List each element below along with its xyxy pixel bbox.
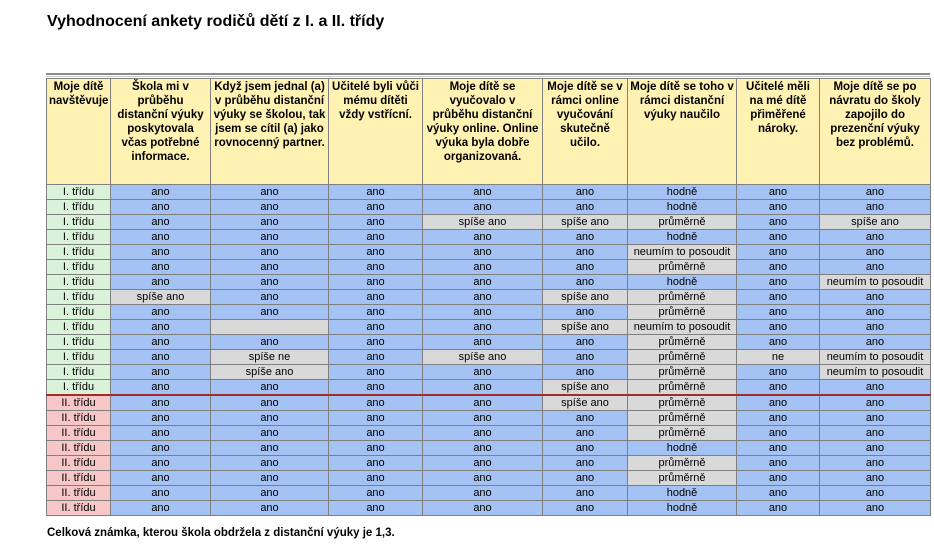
class-cell: I. třídu bbox=[47, 365, 111, 380]
table-row bbox=[47, 320, 931, 335]
answer-cell: ano bbox=[737, 215, 820, 230]
answer-cell: ano bbox=[329, 486, 423, 501]
answer-cell: ano bbox=[329, 395, 423, 411]
answer-cell: průměrně bbox=[628, 471, 737, 486]
table-row bbox=[47, 486, 931, 501]
answer-cell: ano bbox=[820, 441, 931, 456]
table-row bbox=[47, 395, 931, 411]
answer-cell: neumím to posoudit bbox=[820, 275, 931, 290]
answer-cell: ano bbox=[111, 441, 211, 456]
answer-cell: ano bbox=[423, 441, 543, 456]
answer-cell: ano bbox=[820, 380, 931, 396]
answer-cell: ano bbox=[423, 486, 543, 501]
answer-cell: ano bbox=[329, 200, 423, 215]
answer-cell: průměrně bbox=[628, 305, 737, 320]
answer-cell: průměrně bbox=[628, 426, 737, 441]
answer-cell: ano bbox=[329, 215, 423, 230]
class-cell: I. třídu bbox=[47, 335, 111, 350]
answer-cell: spíše ano bbox=[423, 215, 543, 230]
answer-cell: spíše ne bbox=[211, 350, 329, 365]
answer-cell: ano bbox=[423, 260, 543, 275]
answer-cell: ano bbox=[211, 501, 329, 516]
answer-cell: ano bbox=[737, 335, 820, 350]
answer-cell: ano bbox=[737, 411, 820, 426]
answer-cell: ano bbox=[543, 260, 628, 275]
answer-cell: spíše ano bbox=[211, 365, 329, 380]
answer-cell: ano bbox=[423, 200, 543, 215]
answer-cell: ano bbox=[543, 350, 628, 365]
answer-cell: ano bbox=[211, 230, 329, 245]
answer-cell: ano bbox=[423, 501, 543, 516]
answer-cell: ano bbox=[543, 426, 628, 441]
answer-cell: ano bbox=[543, 230, 628, 245]
answer-cell: ano bbox=[423, 471, 543, 486]
class-cell: II. třídu bbox=[47, 395, 111, 411]
answer-cell: ano bbox=[111, 320, 211, 335]
answer-cell: ano bbox=[737, 380, 820, 396]
answer-cell: ano bbox=[111, 471, 211, 486]
answer-cell: ano bbox=[737, 456, 820, 471]
answer-cell: ano bbox=[329, 501, 423, 516]
page-title: Vyhodnocení ankety rodičů dětí z I. a II. třídy bbox=[47, 13, 385, 30]
answer-cell: ano bbox=[329, 456, 423, 471]
class-cell: I. třídu bbox=[47, 260, 111, 275]
answer-cell: ano bbox=[543, 305, 628, 320]
answer-cell: ano bbox=[329, 335, 423, 350]
answer-cell: ano bbox=[211, 305, 329, 320]
answer-cell: ano bbox=[820, 290, 931, 305]
answer-cell: ano bbox=[111, 260, 211, 275]
answer-cell: hodně bbox=[628, 230, 737, 245]
answer-cell: ano bbox=[211, 200, 329, 215]
table-row bbox=[47, 380, 931, 396]
answer-cell: hodně bbox=[628, 275, 737, 290]
answer-cell: ano bbox=[211, 411, 329, 426]
answer-cell: ano bbox=[820, 200, 931, 215]
answer-cell: ano bbox=[423, 305, 543, 320]
answer-cell: ano bbox=[737, 365, 820, 380]
answer-cell: spíše ano bbox=[543, 395, 628, 411]
answer-cell: ano bbox=[211, 426, 329, 441]
answer-cell: ano bbox=[111, 245, 211, 260]
class-cell: I. třídu bbox=[47, 185, 111, 200]
answer-cell: ano bbox=[211, 486, 329, 501]
answer-cell: ano bbox=[111, 395, 211, 411]
table-row bbox=[47, 305, 931, 320]
class-cell: I. třídu bbox=[47, 275, 111, 290]
top-divider bbox=[46, 73, 930, 75]
class-cell: II. třídu bbox=[47, 456, 111, 471]
table-row bbox=[47, 471, 931, 486]
answer-cell: ano bbox=[211, 185, 329, 200]
answer-cell: ano bbox=[111, 456, 211, 471]
table-row bbox=[47, 501, 931, 516]
answer-cell: ano bbox=[111, 230, 211, 245]
answer-cell: ano bbox=[211, 395, 329, 411]
answer-cell: ano bbox=[737, 501, 820, 516]
header-cell: Moje dítě se po návratu do školy zapojilo do prezenční výuky bez problémů. bbox=[820, 79, 931, 185]
table-row bbox=[47, 185, 931, 200]
answer-cell: ano bbox=[329, 245, 423, 260]
answer-cell: spíše ano bbox=[543, 320, 628, 335]
answer-cell: ano bbox=[737, 471, 820, 486]
table-row bbox=[47, 260, 931, 275]
answer-cell: ano bbox=[737, 245, 820, 260]
header-cell: Škola mi v průběhu distanční výuky poskytovala včas potřebné informace. bbox=[111, 79, 211, 185]
answer-cell: ano bbox=[543, 486, 628, 501]
answer-cell: ano bbox=[820, 305, 931, 320]
answer-cell: ano bbox=[111, 185, 211, 200]
table-row bbox=[47, 411, 931, 426]
answer-cell: spíše ano bbox=[543, 380, 628, 396]
class-cell: I. třídu bbox=[47, 215, 111, 230]
answer-cell: průměrně bbox=[628, 411, 737, 426]
header-cell: Učitelé byli vůči mému dítěti vždy vstřícní. bbox=[329, 79, 423, 185]
table-row bbox=[47, 441, 931, 456]
answer-cell: ano bbox=[737, 486, 820, 501]
answer-cell: ano bbox=[329, 365, 423, 380]
class-cell: I. třídu bbox=[47, 245, 111, 260]
answer-cell: ano bbox=[820, 501, 931, 516]
answer-cell: ano bbox=[111, 350, 211, 365]
class-cell: II. třídu bbox=[47, 501, 111, 516]
answer-cell: ano bbox=[423, 275, 543, 290]
answer-cell: neumím to posoudit bbox=[820, 365, 931, 380]
answer-cell: ano bbox=[737, 290, 820, 305]
answer-cell: ano bbox=[423, 395, 543, 411]
answer-cell: hodně bbox=[628, 441, 737, 456]
answer-cell: ano bbox=[211, 215, 329, 230]
class-cell: I. třídu bbox=[47, 350, 111, 365]
table-row bbox=[47, 335, 931, 350]
answer-cell: ano bbox=[111, 335, 211, 350]
answer-cell: spíše ano bbox=[111, 290, 211, 305]
answer-cell: ano bbox=[211, 275, 329, 290]
answer-cell: ano bbox=[737, 230, 820, 245]
class-cell: I. třídu bbox=[47, 200, 111, 215]
answer-cell: ano bbox=[820, 456, 931, 471]
header-cell: Moje dítě navštěvuje bbox=[47, 79, 111, 185]
answer-cell: spíše ano bbox=[820, 215, 931, 230]
table-row bbox=[47, 350, 931, 365]
header-cell: Moje dítě se v rámci online vyučování skutečně učilo. bbox=[543, 79, 628, 185]
answer-cell: ano bbox=[737, 200, 820, 215]
answer-cell: ano bbox=[329, 290, 423, 305]
answer-cell: ano bbox=[737, 395, 820, 411]
answer-cell: ano bbox=[820, 471, 931, 486]
overall-grade-note: Celková známka, kterou škola obdržela z distanční výuky je 1,3. bbox=[47, 527, 395, 539]
answer-cell: ano bbox=[820, 426, 931, 441]
answer-cell: ano bbox=[329, 260, 423, 275]
header-cell: Učitelé měli na mé dítě přiměřené nároky. bbox=[737, 79, 820, 185]
answer-cell: ano bbox=[111, 486, 211, 501]
answer-cell: ano bbox=[211, 456, 329, 471]
table-row bbox=[47, 426, 931, 441]
class-cell: I. třídu bbox=[47, 290, 111, 305]
answer-cell: ano bbox=[737, 320, 820, 335]
answer-cell: průměrně bbox=[628, 215, 737, 230]
answer-cell: ano bbox=[329, 350, 423, 365]
answer-cell: ano bbox=[423, 320, 543, 335]
answer-cell: ano bbox=[211, 441, 329, 456]
answer-cell: ano bbox=[111, 365, 211, 380]
class-cell: I. třídu bbox=[47, 320, 111, 335]
answer-cell: spíše ano bbox=[423, 350, 543, 365]
answer-cell: ano bbox=[329, 441, 423, 456]
answer-cell: ano bbox=[423, 245, 543, 260]
answer-cell: ano bbox=[111, 411, 211, 426]
answer-cell: ano bbox=[820, 395, 931, 411]
answer-cell: ano bbox=[543, 365, 628, 380]
answer-cell: hodně bbox=[628, 486, 737, 501]
answer-cell: ano bbox=[423, 335, 543, 350]
answer-cell: spíše ano bbox=[543, 215, 628, 230]
table-row bbox=[47, 215, 931, 230]
answer-cell: průměrně bbox=[628, 456, 737, 471]
table-row bbox=[47, 200, 931, 215]
answer-cell: ano bbox=[820, 260, 931, 275]
answer-cell: ano bbox=[329, 411, 423, 426]
answer-cell: ano bbox=[111, 305, 211, 320]
answer-cell: ano bbox=[543, 335, 628, 350]
table-row bbox=[47, 275, 931, 290]
answer-cell: ano bbox=[329, 380, 423, 396]
answer-cell: průměrně bbox=[628, 260, 737, 275]
answer-cell: ano bbox=[329, 471, 423, 486]
table-row bbox=[47, 365, 931, 380]
answer-cell: ano bbox=[211, 260, 329, 275]
answer-cell: neumím to posoudit bbox=[820, 350, 931, 365]
answer-cell: ano bbox=[211, 335, 329, 350]
answer-cell: ano bbox=[543, 245, 628, 260]
answer-cell: ano bbox=[423, 365, 543, 380]
answer-cell: ano bbox=[820, 185, 931, 200]
header-cell: Moje dítě se toho v rámci distanční výuky naučilo bbox=[628, 79, 737, 185]
class-cell: I. třídu bbox=[47, 380, 111, 396]
answer-cell: ano bbox=[423, 426, 543, 441]
answer-cell: ano bbox=[820, 245, 931, 260]
answer-cell: ano bbox=[111, 501, 211, 516]
answer-cell: ano bbox=[329, 185, 423, 200]
answer-cell: ano bbox=[329, 275, 423, 290]
answer-cell: ano bbox=[211, 380, 329, 396]
answer-cell: ano bbox=[211, 471, 329, 486]
answer-cell: ano bbox=[737, 426, 820, 441]
table-row bbox=[47, 230, 931, 245]
table-row bbox=[47, 456, 931, 471]
answer-cell: ano bbox=[111, 426, 211, 441]
answer-cell: hodně bbox=[628, 501, 737, 516]
survey-table bbox=[46, 78, 931, 516]
answer-cell: ano bbox=[543, 185, 628, 200]
answer-cell: průměrně bbox=[628, 365, 737, 380]
answer-cell: ano bbox=[111, 380, 211, 396]
answer-cell: ano bbox=[737, 275, 820, 290]
class-cell: II. třídu bbox=[47, 471, 111, 486]
answer-cell: spíše ano bbox=[543, 290, 628, 305]
answer-cell: ano bbox=[423, 290, 543, 305]
answer-cell: ano bbox=[820, 230, 931, 245]
header-cell: Když jsem jednal (a) v průběhu distanční výuky se školou, tak jsem se cítil (a) jako rovnocenný partner. bbox=[211, 79, 329, 185]
answer-cell: ano bbox=[820, 411, 931, 426]
answer-cell: ano bbox=[329, 320, 423, 335]
answer-cell: ano bbox=[329, 305, 423, 320]
answer-cell: ano bbox=[111, 275, 211, 290]
answer-cell: ano bbox=[543, 200, 628, 215]
answer-cell: průměrně bbox=[628, 380, 737, 396]
table-row bbox=[47, 245, 931, 260]
answer-cell: průměrně bbox=[628, 335, 737, 350]
answer-cell: ano bbox=[423, 380, 543, 396]
answer-cell: neumím to posoudit bbox=[628, 320, 737, 335]
answer-cell bbox=[211, 320, 329, 335]
answer-cell: ano bbox=[329, 426, 423, 441]
answer-cell: ano bbox=[820, 320, 931, 335]
answer-cell: ano bbox=[737, 305, 820, 320]
answer-cell: ano bbox=[543, 501, 628, 516]
answer-cell: hodně bbox=[628, 200, 737, 215]
answer-cell: průměrně bbox=[628, 350, 737, 365]
top-divider-secondary bbox=[46, 76, 930, 77]
answer-cell: hodně bbox=[628, 185, 737, 200]
class-cell: II. třídu bbox=[47, 411, 111, 426]
answer-cell: ano bbox=[211, 245, 329, 260]
answer-cell: neumím to posoudit bbox=[628, 245, 737, 260]
answer-cell: ano bbox=[737, 441, 820, 456]
answer-cell: ano bbox=[423, 230, 543, 245]
answer-cell: průměrně bbox=[628, 395, 737, 411]
answer-cell: ano bbox=[543, 275, 628, 290]
class-cell: II. třídu bbox=[47, 441, 111, 456]
class-cell: I. třídu bbox=[47, 305, 111, 320]
answer-cell: ano bbox=[423, 456, 543, 471]
survey-body bbox=[47, 185, 931, 516]
answer-cell: ano bbox=[820, 335, 931, 350]
answer-cell: ano bbox=[543, 441, 628, 456]
answer-cell: ano bbox=[737, 185, 820, 200]
answer-cell: ne bbox=[737, 350, 820, 365]
class-cell: I. třídu bbox=[47, 230, 111, 245]
answer-cell: ano bbox=[737, 260, 820, 275]
answer-cell: ano bbox=[211, 290, 329, 305]
class-cell: II. třídu bbox=[47, 486, 111, 501]
answer-cell: ano bbox=[543, 471, 628, 486]
header-cell: Moje dítě se vyučovalo v průběhu distanční výuky online. Online výuka byla dobře organizovaná. bbox=[423, 79, 543, 185]
table-row bbox=[47, 290, 931, 305]
answer-cell: ano bbox=[543, 411, 628, 426]
answer-cell: průměrně bbox=[628, 290, 737, 305]
answer-cell: ano bbox=[423, 411, 543, 426]
header-row bbox=[47, 79, 931, 185]
class-cell: II. třídu bbox=[47, 426, 111, 441]
answer-cell: ano bbox=[329, 230, 423, 245]
answer-cell: ano bbox=[820, 486, 931, 501]
answer-cell: ano bbox=[111, 215, 211, 230]
answer-cell: ano bbox=[111, 200, 211, 215]
answer-cell: ano bbox=[423, 185, 543, 200]
answer-cell: ano bbox=[543, 456, 628, 471]
